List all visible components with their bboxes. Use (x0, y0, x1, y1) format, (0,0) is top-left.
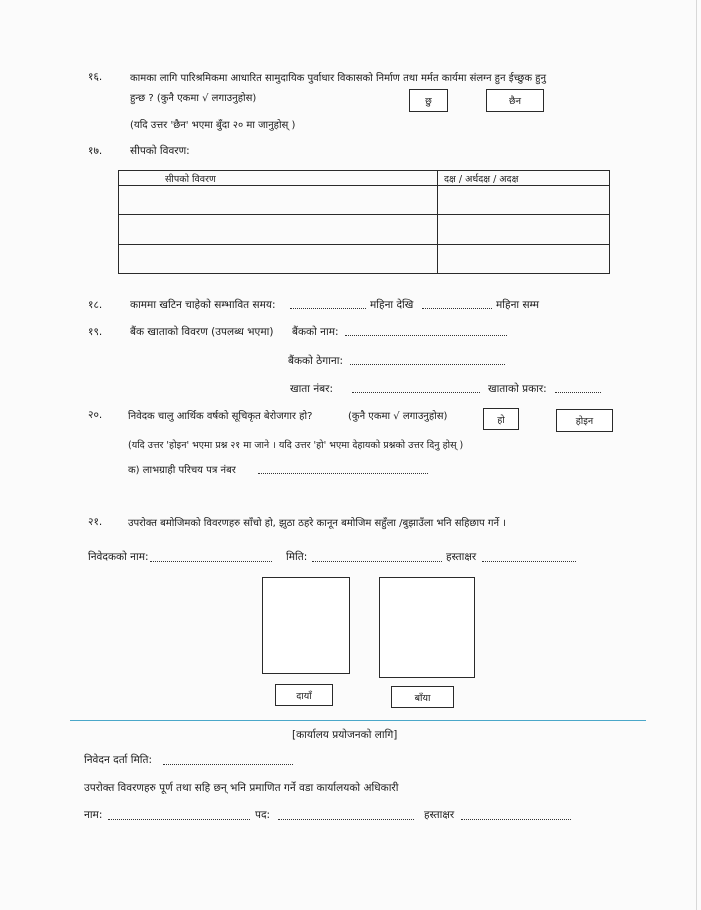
bank-address-label: बैंकको ठेगाना: (288, 355, 343, 367)
page-edge (696, 0, 697, 910)
q20-text: निवेदक चालु आर्थिक वर्षको सूचिकृत बेरोजगार हो? (128, 411, 313, 422)
q21-number: २१. (88, 516, 103, 528)
skill-level-cell[interactable] (438, 244, 610, 273)
q20-sub-a: क) लाभग्राही परिचय पत्र नंबर (128, 465, 236, 476)
q16-text-line1: कामका लागि पारिश्रमिकमा आधारित सामुदायिक पुर्वाधार विकासको निर्माण तथा मर्मत कार्यमा संलग्न हुन ईच्छुक हुनु (130, 73, 547, 84)
q16-yes-checkbox[interactable]: छु (409, 89, 448, 112)
skill-level-column-header: दक्ष / अर्धदक्ष / अदक्ष (438, 171, 610, 186)
q20-yes-checkbox[interactable]: हो (483, 408, 519, 430)
account-type-field[interactable] (555, 392, 601, 393)
officer-name-field[interactable] (108, 819, 250, 820)
skill-level-cell[interactable] (438, 215, 610, 244)
registration-date-field[interactable] (163, 764, 293, 765)
office-divider (70, 720, 646, 721)
right-thumbprint-box[interactable] (262, 577, 350, 674)
left-thumb-label: बाँया (391, 686, 454, 708)
q19-text: बैंक खाताको विवरण (उपलब्ध भएमा) (130, 326, 274, 338)
skill-level-cell[interactable] (438, 186, 610, 215)
q20-note: (यदि उत्तर 'होइन' भएमा प्रश्न २१ मा जाने । यदि उत्तर 'हो' भएमा देहायको प्रश्नको उत्तर दिनु होस् ) (128, 440, 464, 451)
account-number-field[interactable] (352, 392, 480, 393)
beneficiary-id-field[interactable] (258, 473, 428, 474)
skills-column-header: सीपको विवरण (119, 171, 438, 186)
q18-text: काममा खटिन चाहेको सम्भावित समय: (130, 299, 276, 311)
q17-number: १७. (88, 145, 103, 157)
officer-post-label: पद: (255, 809, 271, 821)
officer-signature-label: हस्ताक्षर (424, 809, 455, 821)
table-row (119, 244, 610, 273)
certify-text: उपरोक्त विवरणहरु पूर्ण तथा सहि छन् भनि प्रमाणित गर्ने वडा कार्यालयको अधिकारी (84, 782, 399, 794)
q18-to-field[interactable] (422, 308, 492, 309)
registration-date-label: निवेदन दर्ता मिति: (84, 754, 152, 766)
account-type-label: खाताको प्रकार: (488, 383, 547, 395)
officer-name-label: नाम: (84, 809, 103, 821)
q20-number: २०. (88, 409, 103, 421)
q17-text: सीपको विवरण: (130, 145, 190, 157)
bank-address-field[interactable] (350, 364, 505, 365)
applicant-name-label: निवेदकको नाम: (88, 551, 149, 563)
account-number-label: खाता नंबर: (290, 383, 334, 395)
date-field[interactable] (312, 561, 442, 562)
date-label: मिति: (286, 551, 308, 563)
q18-from-suffix: महिना देखि (370, 299, 414, 311)
skills-table (118, 170, 610, 274)
bank-name-label: बैंकको नाम: (292, 326, 339, 338)
bank-name-field[interactable] (345, 335, 507, 336)
q16-text-line2: हुन्छ ? (कुनै एकमा √ लगाउनुहोस) (130, 93, 257, 104)
q18-number: १८. (88, 299, 103, 311)
q16-no-checkbox[interactable]: छैन (486, 89, 544, 112)
applicant-name-field[interactable] (150, 561, 272, 562)
skill-cell[interactable] (119, 244, 438, 273)
office-heading: [कार्यालय प्रयोजनको लागि] (292, 729, 398, 741)
skill-cell[interactable] (119, 186, 438, 215)
q16-note: (यदि उत्तर 'छैन' भएमा बुँदा २० मा जानुहोस् ) (130, 120, 296, 131)
q20-no-checkbox[interactable]: होइन (556, 409, 613, 432)
signature-label: हस्ताक्षर (446, 551, 477, 563)
q19-number: १९. (88, 326, 103, 338)
skills-table-header (119, 171, 610, 186)
skill-cell[interactable] (119, 215, 438, 244)
officer-signature-field[interactable] (461, 819, 571, 820)
right-thumb-label: दायाँ (275, 684, 333, 706)
table-row (119, 215, 610, 244)
q18-to-suffix: महिना सम्म (496, 299, 539, 311)
left-thumbprint-box[interactable] (379, 577, 475, 678)
officer-post-field[interactable] (278, 819, 414, 820)
q18-from-field[interactable] (290, 308, 366, 309)
q16-number: १६. (88, 71, 103, 83)
signature-field[interactable] (482, 561, 576, 562)
table-row (119, 186, 610, 215)
q20-instruction: (कुनै एकमा √ लगाउनुहोस) (348, 411, 448, 422)
q21-text: उपरोक्त बमोजिमको विवरणहरु साँचो हो, झुठा ठहरे कानून बमोजिम सहुँला /बुझाउँला भनि सहिछाप गर्ने । (128, 518, 507, 529)
